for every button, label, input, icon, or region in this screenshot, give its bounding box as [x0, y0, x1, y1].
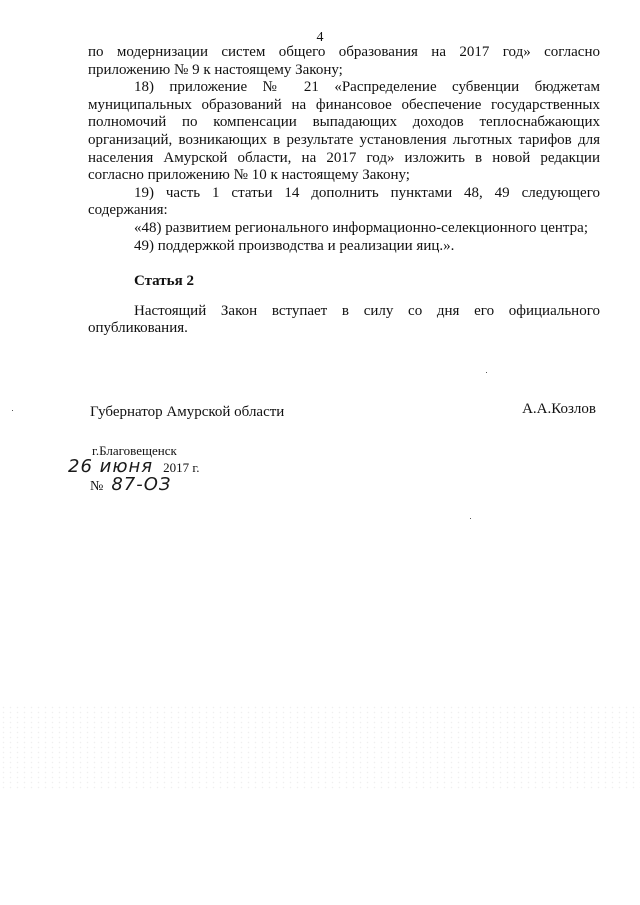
- scan-noise: [0, 705, 640, 790]
- paragraph-continuation: по модернизации систем общего образования на 2017 год» согласно приложению № 9 к настоящему Закону;: [88, 44, 600, 78]
- signature-name: А.А.Козлов: [522, 401, 596, 417]
- scan-speck: [486, 372, 487, 373]
- paragraph-point-48: «48) развитием регионального информационно-селекционного центра;: [134, 219, 588, 236]
- article-text: Настоящий Закон вступает в силу со дня его официального опубликования.: [88, 302, 600, 337]
- paragraph-item-19: 19) часть 1 статьи 14 дополнить пунктами 48, 49 следующего содержания:: [88, 184, 600, 219]
- scan-speck: [12, 410, 13, 411]
- paragraph-item-18: 18) приложение № 21 «Распределение субвенции бюджетам муниципальных образований на финансовое обеспечение государственных полномочий по компенсации выпадающих доходов теплоснабжающих организаций, возникающих в результате установления льготных тарифов для населения Амурской области, на 2017 год» изложить в новой редакции согласно приложению № 10 к настоящему Закону;: [88, 79, 600, 184]
- place-of-signing: г.Благовещенск: [92, 443, 177, 458]
- paragraph-point-49: 49) поддержкой производства и реализации яиц.».: [134, 237, 455, 254]
- handwritten-number: 87-ОЗ: [111, 474, 172, 495]
- document-body: [88, 44, 600, 338]
- page-number: 4: [316, 30, 324, 45]
- signature-title: Губернатор Амурской области: [90, 404, 285, 420]
- handwritten-date: 26 июня: [68, 456, 154, 477]
- number-sign: №: [90, 479, 104, 494]
- date-year: 2017 г.: [163, 460, 200, 475]
- article-heading: Статья 2: [134, 273, 194, 290]
- scan-speck: [470, 518, 471, 519]
- law-number: [90, 474, 171, 495]
